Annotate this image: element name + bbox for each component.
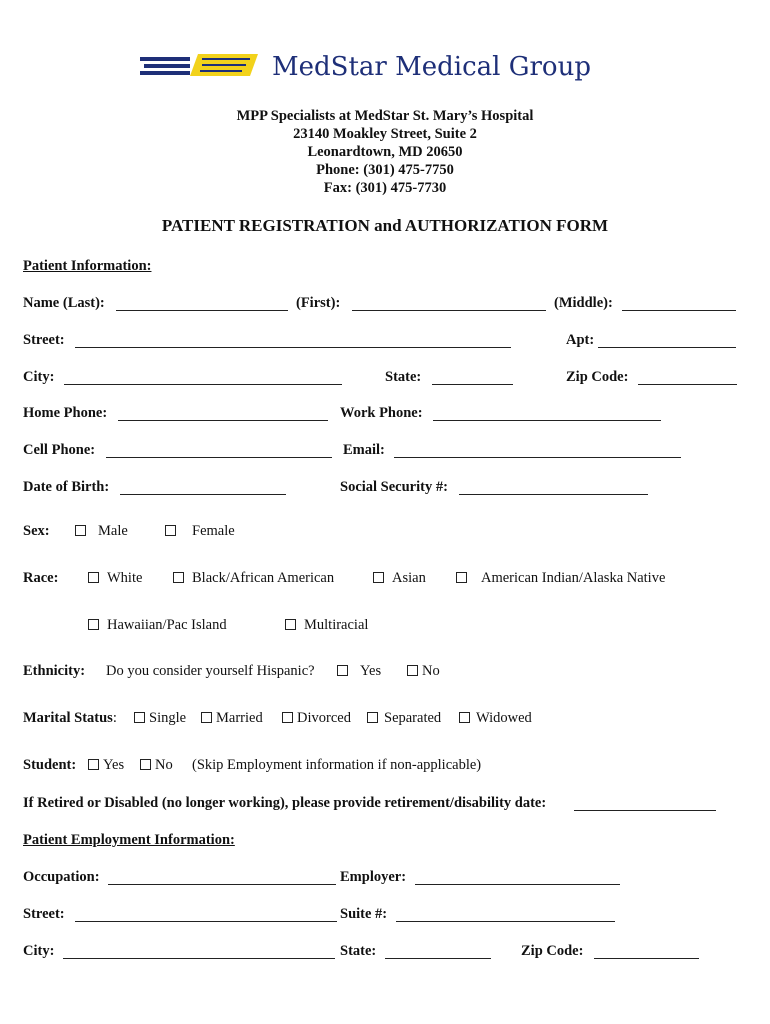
checkbox-icon[interactable] [201, 712, 212, 723]
checkbox-icon[interactable] [134, 712, 145, 723]
ssn-label: Social Security #: [340, 479, 448, 495]
ethnicity-option-no[interactable]: No [407, 663, 440, 680]
home-phone-field[interactable] [118, 420, 328, 421]
student-option-yes[interactable]: Yes [88, 757, 124, 774]
fax-line: Fax: (301) 475-7730 [323, 180, 447, 196]
employment-heading: Patient Employment Information: [23, 832, 235, 848]
name-last-label: Name (Last): [23, 295, 105, 311]
ethnicity-question: Do you consider yourself Hispanic? [106, 663, 315, 679]
address-line-1: 23140 Moakley Street, Suite 2 [293, 126, 477, 142]
suite-label: Suite #: [340, 906, 388, 922]
occupation-label: Occupation: [23, 869, 100, 885]
work-phone-label: Work Phone: [340, 405, 423, 421]
work-phone-field[interactable] [433, 420, 661, 421]
checkbox-icon[interactable] [165, 525, 176, 536]
race-option-hawaiian[interactable]: Hawaiian/Pac Island [88, 617, 227, 634]
street-label: Street: [23, 332, 65, 348]
employment-street-field[interactable] [75, 921, 337, 922]
checkbox-icon[interactable] [367, 712, 378, 723]
checkbox-icon[interactable] [282, 712, 293, 723]
checkbox-icon[interactable] [173, 572, 184, 583]
employment-state-label: State: [340, 943, 377, 959]
state-field[interactable] [432, 384, 513, 385]
zip-field[interactable] [638, 384, 737, 385]
checkbox-icon[interactable] [459, 712, 470, 723]
race-option-american-indian[interactable]: American Indian/Alaska Native [456, 570, 665, 587]
name-middle-label: (Middle): [554, 295, 613, 311]
home-phone-label: Home Phone: [23, 405, 108, 421]
student-label: Student: [23, 757, 77, 773]
patient-info-heading: Patient Information: [23, 258, 152, 274]
city-label: City: [23, 369, 55, 385]
marital-option-widowed[interactable]: Widowed [459, 710, 532, 727]
city-field[interactable] [64, 384, 342, 385]
employment-city-field[interactable] [63, 958, 335, 959]
dob-label: Date of Birth: [23, 479, 110, 495]
apt-label: Apt: [566, 332, 595, 348]
employment-zip-label: Zip Code: [521, 943, 584, 959]
form-title: PATIENT REGISTRATION and AUTHORIZATION FORM [161, 216, 609, 235]
race-option-multiracial[interactable]: Multiracial [285, 617, 368, 634]
student-note: (Skip Employment information if non-applicable) [192, 757, 482, 773]
cell-phone-label: Cell Phone: [23, 442, 96, 458]
marital-option-separated[interactable]: Separated [367, 710, 441, 727]
race-option-asian[interactable]: Asian [373, 570, 426, 587]
employer-field[interactable] [415, 884, 620, 885]
suite-field[interactable] [396, 921, 615, 922]
name-first-field[interactable] [352, 310, 546, 311]
marital-option-single[interactable]: Single [134, 710, 186, 727]
race-option-black[interactable]: Black/African American [173, 570, 334, 587]
retired-label: If Retired or Disabled (no longer working), please provide retirement/disability date: [23, 795, 547, 811]
checkbox-icon[interactable] [88, 759, 99, 770]
employment-street-label: Street: [23, 906, 65, 922]
street-field[interactable] [75, 347, 511, 348]
checkbox-icon[interactable] [75, 525, 86, 536]
phone-line: Phone: (301) 475-7750 [316, 162, 454, 178]
medstar-logo-icon [140, 52, 264, 78]
checkbox-icon[interactable] [407, 665, 418, 676]
checkbox-icon[interactable] [337, 665, 348, 676]
ethnicity-label: Ethnicity: [23, 663, 86, 679]
employment-zip-field[interactable] [594, 958, 699, 959]
checkbox-icon[interactable] [88, 572, 99, 583]
address-line-2: Leonardtown, MD 20650 [307, 144, 463, 160]
student-option-no[interactable]: No [140, 757, 173, 774]
checkbox-icon[interactable] [140, 759, 151, 770]
apt-field[interactable] [598, 347, 736, 348]
practice-name: MPP Specialists at MedStar St. Mary’s Hospital [236, 108, 534, 124]
race-option-white[interactable]: White [88, 570, 142, 587]
sex-option-female[interactable]: Female [165, 523, 235, 540]
sex-label: Sex: [23, 523, 50, 539]
marital-option-married[interactable]: Married [201, 710, 263, 727]
occupation-field[interactable] [108, 884, 336, 885]
employment-city-label: City: [23, 943, 55, 959]
employer-label: Employer: [340, 869, 407, 885]
brand-name: MedStar Medical Group [272, 52, 591, 82]
email-field[interactable] [394, 457, 681, 458]
name-middle-field[interactable] [622, 310, 736, 311]
ssn-field[interactable] [459, 494, 648, 495]
email-label: Email: [343, 442, 385, 458]
race-label: Race: [23, 570, 59, 586]
state-label: State: [385, 369, 422, 385]
marital-option-divorced[interactable]: Divorced [282, 710, 351, 727]
ethnicity-option-yes[interactable]: Yes [337, 663, 381, 680]
dob-field[interactable] [120, 494, 286, 495]
checkbox-icon[interactable] [373, 572, 384, 583]
checkbox-icon[interactable] [285, 619, 296, 630]
name-first-label: (First): [296, 295, 341, 311]
zip-label: Zip Code: [566, 369, 629, 385]
sex-option-male[interactable]: Male [75, 523, 128, 540]
checkbox-icon[interactable] [88, 619, 99, 630]
marital-label: Marital Status: [23, 710, 117, 726]
checkbox-icon[interactable] [456, 572, 467, 583]
name-last-field[interactable] [116, 310, 288, 311]
cell-phone-field[interactable] [106, 457, 332, 458]
employment-state-field[interactable] [385, 958, 491, 959]
retirement-date-field[interactable] [574, 810, 716, 811]
